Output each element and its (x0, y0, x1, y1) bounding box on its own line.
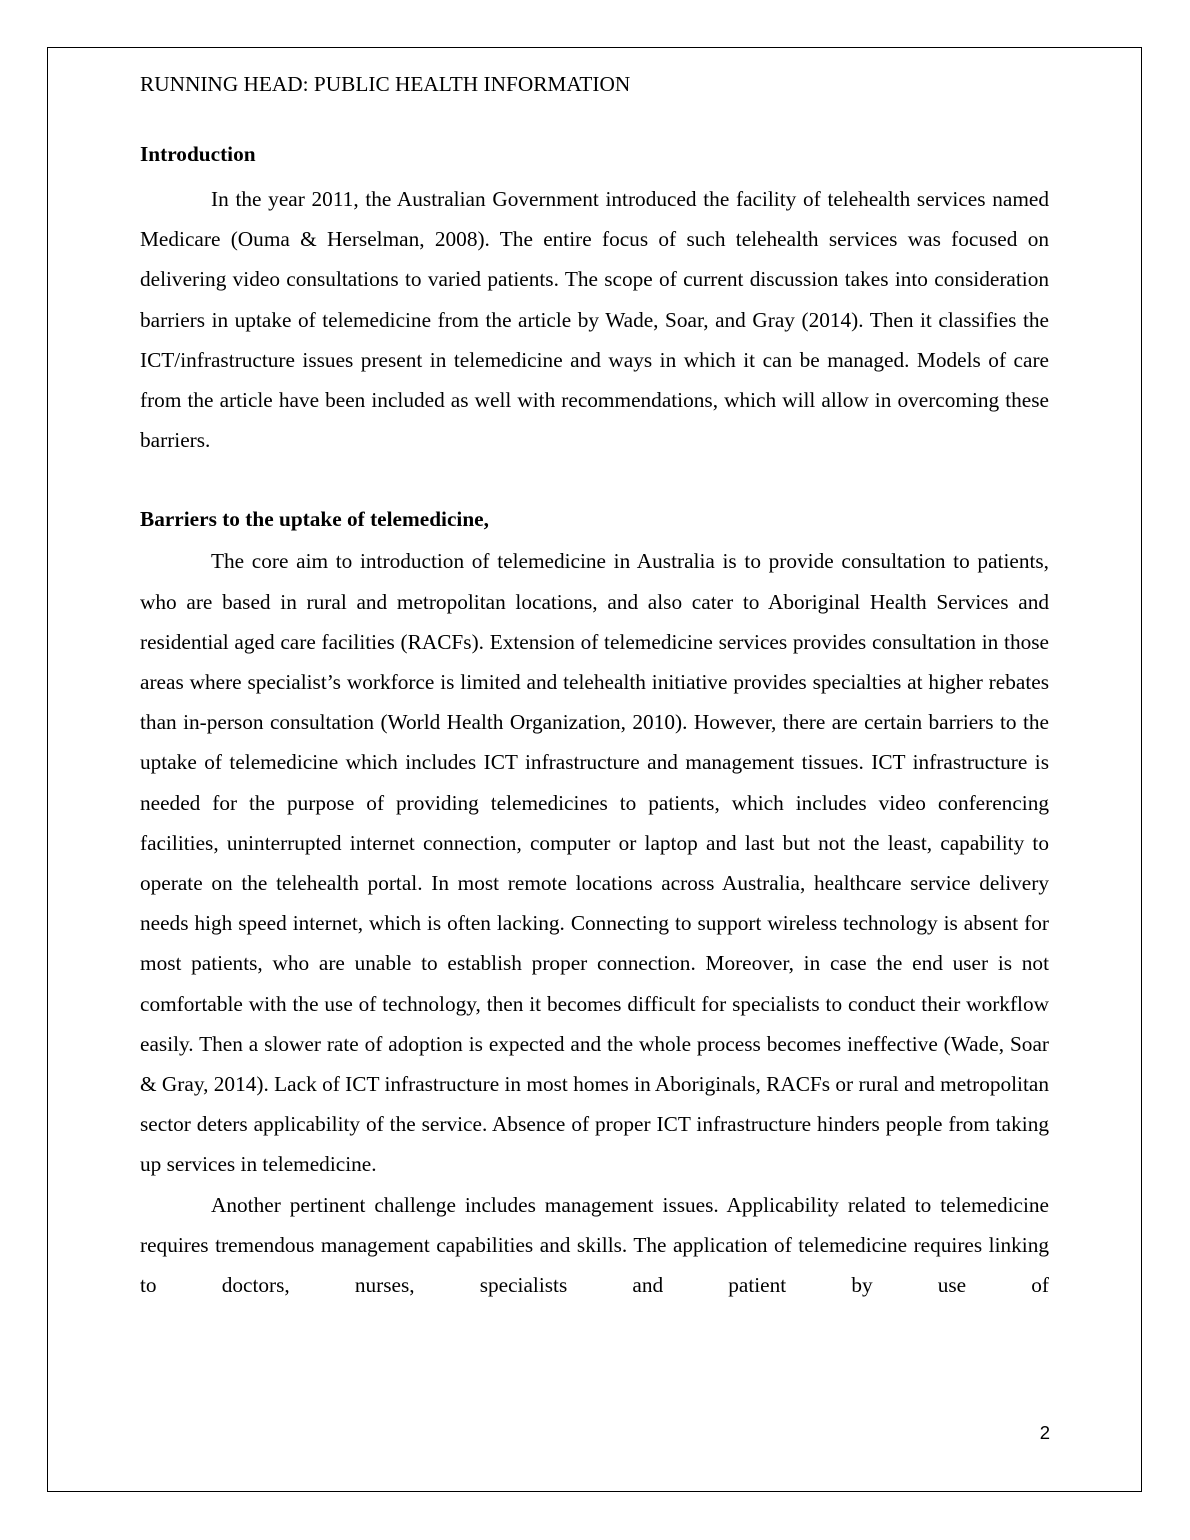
section-spacer (140, 460, 1049, 505)
running-head: RUNNING HEAD: PUBLIC HEALTH INFORMATION (140, 72, 631, 96)
paragraph-barriers-2: Another pertinent challenge includes management issues. Applicability related to telemedicine requires tremendous management capabilities and skills. The application of telemedicine requires linking to doctors, nurses, specialists and patient by use of (140, 1192, 1049, 1298)
paragraph-introduction-1: In the year 2011, the Australian Government introduced the facility of telehealth services named Medicare (Ouma & Herselman, 2008). The entire focus of such telehealth services was focused on delivering video consultations to varied patients. The scope of current discussion takes into consideration barriers in uptake of telemedicine from the article by Wade, Soar, and Gray (2014). Then it classifies the ICT/infrastructure issues present in telemedicine and ways in which it can be managed. Models of care from the article have been included as well with recommendations, which will allow in overcoming these barriers. (140, 187, 1049, 453)
document-body (140, 140, 1049, 1305)
section-heading-barriers: Barriers to the uptake of telemedicine, (140, 507, 489, 532)
section-heading-introduction: Introduction (140, 142, 256, 166)
paragraph-barriers-1: The core aim to introduction of telemedicine in Australia is to provide consultation to patients, who are based in rural and metropolitan locations, and also cater to Aboriginal Health Services and residential aged care facilities (RACFs). Extension of telemedicine services provides consultation in those areas where specialist’s workforce is limited and telehealth initiative provides specialties at higher rebates than in-person consultation (World Health Organization, 2010). However, there are certain barriers to the uptake of telemedicine which includes ICT infrastructure and management tissues. ICT infrastructure is needed for the purpose of providing telemedicines to patients, which includes video conferencing facilities, uninterrupted internet connection, computer or laptop and last but not the least, capability to operate on the telehealth portal. In most remote locations across Australia, healthcare service delivery needs high speed internet, which is often lacking. Connecting to support wireless technology is absent for most patients, who are unable to establish proper connection. Moreover, in case the end user is not comfortable with the use of technology, then it becomes difficult for specialists to conduct their workflow easily. Then a slower rate of adoption is expected and the whole process becomes ineffective (Wade, Soar & Gray, 2014). Lack of ICT infrastructure in most homes in Aboriginals, RACFs or rural and metropolitan sector deters applicability of the service. Absence of proper ICT infrastructure hinders people from taking up services in telemedicine. (140, 549, 1049, 1177)
page-number: 2 (1039, 1422, 1050, 1443)
